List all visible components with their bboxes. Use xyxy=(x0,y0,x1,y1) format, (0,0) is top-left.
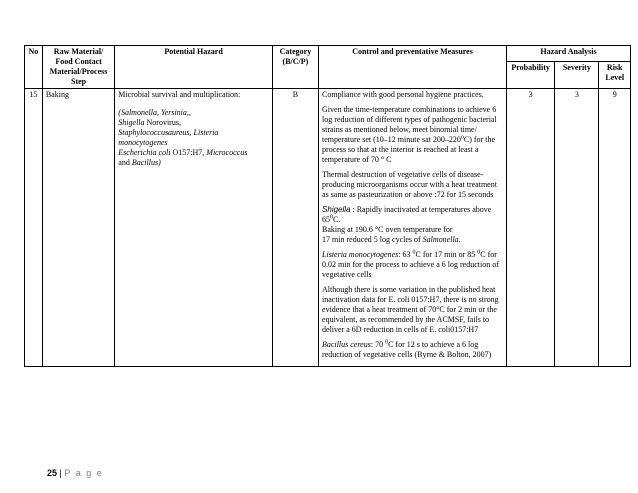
control-p5-text: : 63 xyxy=(398,250,413,259)
page-separator: | xyxy=(57,468,65,478)
hazard-micrococcus: Micrococcus xyxy=(206,148,248,157)
control-p5-text-end: C for 0.02 min for the process to achieve a 6 log reduction of vegetative cells xyxy=(322,250,499,279)
control-p7-text-end: C for 12 s to achieve a 6 log reduction of vegetative cells (Byrne & Bolton, 2007) xyxy=(322,340,492,359)
header-no: No xyxy=(25,46,43,89)
control-listeria xyxy=(322,250,503,280)
control-shigella xyxy=(322,205,503,245)
header-probability: Probability xyxy=(507,61,555,88)
shigella-label: Shigella xyxy=(322,205,351,214)
control-p5-text-mid: C for 17 min or 85 xyxy=(415,250,478,259)
row-category: B xyxy=(272,89,318,367)
row-control-measures xyxy=(319,89,507,367)
control-p4-unit: C. xyxy=(333,215,341,224)
row-probability: 3 xyxy=(507,89,555,367)
header-potential-hazard: Potential Hazard xyxy=(115,46,273,89)
control-p2-text: Given the time-temperature combinations to achieve 6 log reduction of different types of pathogenic bacterial strains as mentioned below, meet binomial time/ temperature set (10–12 minute sat 200–220 xyxy=(322,105,497,144)
row-potential-hazard xyxy=(115,89,273,367)
header-category: Category (B/C/P) xyxy=(272,46,318,89)
row-process-step: Baking xyxy=(42,89,114,367)
header-risk-level: Risk Level xyxy=(599,61,631,88)
control-ecoli: Although there is some variation in the published heat inactivation data for E. coli 0157:H7, there is no strong evidence that a heat treatment of 70°C for 2 min or the equivalent, as recommended by the ACMSF, fails to deliver a 6D reduction in cells of E. coli0157:H7 xyxy=(322,285,499,334)
degree-sup: 0 xyxy=(330,214,334,221)
hazard-ecoli-strain: O157:H7, xyxy=(170,148,207,157)
control-time-temperature xyxy=(322,105,503,165)
control-p4-line2: Baking at 190.6 °C oven temperature for xyxy=(322,225,453,234)
degree-sup: 0 xyxy=(412,249,416,256)
hazard-analysis-table xyxy=(24,45,631,367)
row-risk-level: 9 xyxy=(599,89,631,367)
hazard-organisms-line5 xyxy=(118,158,269,168)
hazard-bacillus: Bacillus) xyxy=(131,158,161,167)
hazard-organisms-line2 xyxy=(118,118,269,128)
control-p2-text-end: C) for the process so that at the interior is reached at least a temperature of 70 ° C xyxy=(322,135,495,164)
degree-sup: 0 xyxy=(477,249,481,256)
page-footer xyxy=(47,468,103,478)
bacillus-label: Bacillus cereus xyxy=(322,340,371,349)
header-raw-material: Raw Material/ Food Contact Material/Process Step xyxy=(42,46,114,89)
control-p4-period: . xyxy=(458,235,461,244)
page-label: P a g e xyxy=(64,468,104,478)
header-severity: Severity xyxy=(555,61,599,88)
row-severity: 3 xyxy=(555,89,599,367)
hazard-title: Microbial survival and multiplication: xyxy=(118,90,241,99)
listeria-label: Listeria monocytogenes xyxy=(322,250,399,259)
header-control: Control and preventative Measures xyxy=(319,46,507,89)
hazard-organisms-line4 xyxy=(118,148,269,158)
control-bacillus xyxy=(322,340,503,360)
header-hazard-analysis: Hazard Analysis xyxy=(507,46,631,62)
control-p4-text: : Rapidly inactivated at temperatures above 65 xyxy=(322,205,492,224)
table-row xyxy=(25,89,631,367)
hazard-ecoli: Escherichia coli xyxy=(118,148,171,157)
hazard-organisms-line1: (Salmonella, Yersinia,, xyxy=(118,108,191,117)
hazard-and: and xyxy=(118,158,132,167)
control-hygiene: Compliance with good personal hygiene practices. xyxy=(322,90,484,99)
control-p7-text: : 70 xyxy=(370,340,386,349)
salmonella-label: Salmonella xyxy=(422,235,459,244)
page-number: 25 xyxy=(47,468,58,478)
degree-sup: o xyxy=(460,134,464,141)
control-p4-line3: 17 min reduced 5 log cycles of xyxy=(322,235,423,244)
row-number: 15 xyxy=(25,89,43,367)
hazard-shigella: Shigella xyxy=(118,118,145,127)
control-thermal-destruction: Thermal destruction of vegetative cells of disease-producing microorganisms occur with a heat treatment as same as pasteurization or above :72 for 15 seconds xyxy=(322,170,497,199)
hazard-norovirus: Norovirus, xyxy=(144,118,181,127)
degree-sup: 0 xyxy=(385,339,389,346)
hazard-organisms-line3: Staphylococcusaureus, Listeria monocytogenes xyxy=(118,128,219,147)
